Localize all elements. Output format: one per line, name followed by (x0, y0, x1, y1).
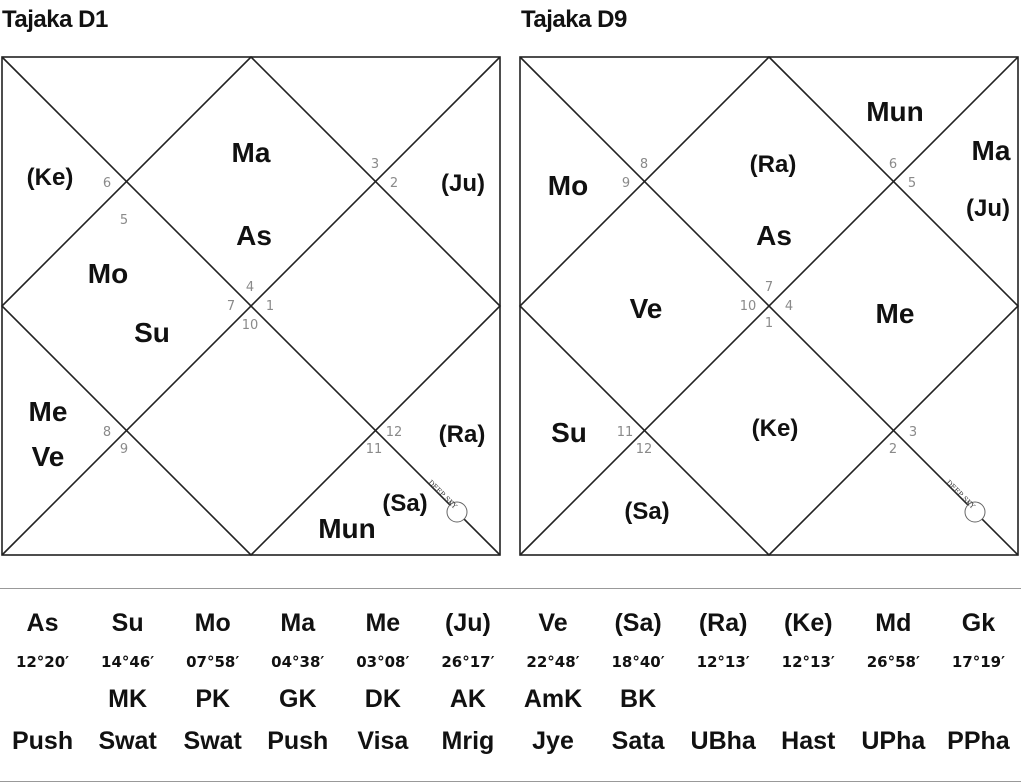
chart-d1-lines (2, 57, 500, 555)
sign-number: 9 (119, 442, 129, 457)
planet-karaka: DK (364, 684, 401, 713)
planet-karaka: PK (195, 684, 231, 713)
planet-label: (Ke) (751, 415, 799, 442)
planet-label: Mun (318, 513, 376, 544)
planet-degree: 04°38′ (271, 653, 325, 671)
sign-number: 10 (241, 318, 259, 333)
watermark-text: DEEP SKY (426, 478, 459, 511)
planet-degree: 03°08′ (356, 653, 410, 671)
planet-label: Su (551, 417, 587, 448)
planet-nakshatra: UPha (861, 726, 926, 755)
planet-degree: 12°20′ (15, 653, 70, 671)
sign-number: 4 (784, 299, 794, 314)
planet-label: Ma (971, 135, 1011, 166)
planet-karaka (681, 678, 766, 720)
sign-number: 5 (907, 176, 917, 191)
planet-label: As (756, 220, 792, 251)
sign-number: 7 (226, 299, 236, 314)
sign-number: 5 (119, 213, 129, 228)
planet-nakshatra: Visa (357, 726, 409, 755)
planet-label: Mo (547, 170, 589, 201)
planet-summary-table (0, 600, 1021, 762)
sign-number: 8 (639, 157, 649, 172)
summary-karaka-row (0, 678, 1021, 720)
sign-number: 2 (888, 442, 898, 457)
sign-number: 8 (102, 425, 112, 440)
planet-name: Me (365, 608, 401, 637)
chart-d1 (0, 56, 504, 558)
sign-number: 9 (621, 176, 631, 191)
sign-number: 2 (389, 176, 399, 191)
summary-planet-row (0, 600, 1021, 646)
planet-nakshatra: Mrig (441, 726, 495, 755)
planet-label: Ma (231, 137, 271, 168)
watermark-logo (944, 479, 985, 522)
planet-degree: 07°58′ (186, 653, 240, 671)
planet-karaka: MK (108, 684, 148, 713)
planet-name: (Ke) (783, 608, 833, 637)
planet-label: As (236, 220, 272, 251)
summary-top-divider (0, 588, 1021, 589)
planet-karaka: GK (279, 684, 317, 713)
planet-name: (Sa) (614, 608, 662, 637)
planet-name: (Ra) (698, 608, 748, 637)
planet-karaka (936, 678, 1021, 720)
planet-degree: 22°48′ (526, 653, 580, 671)
chart-d9-lines (520, 57, 1018, 555)
planet-name: Md (875, 608, 912, 637)
planet-label: Me (28, 396, 68, 427)
planet-nakshatra: Swat (98, 726, 157, 755)
chart-title-d9: Tajaka D9 (521, 6, 627, 33)
planet-label: (Ra) (438, 421, 486, 448)
watermark-text: DEEP SKY (944, 478, 977, 511)
planet-label: Mo (87, 258, 129, 289)
planet-degree: 26°17′ (441, 653, 495, 671)
planet-label: (Ra) (749, 151, 797, 178)
planet-label: (Sa) (624, 498, 670, 525)
planet-degree: 26°58′ (866, 653, 920, 671)
planet-label: (Sa) (382, 490, 428, 517)
planet-name: Gk (961, 608, 996, 637)
sign-number: 4 (245, 280, 255, 295)
summary-nakshatra-row (0, 720, 1021, 762)
planet-nakshatra: Push (11, 726, 74, 755)
summary-degree-row (0, 646, 1021, 678)
planet-degree: 12°13′ (696, 653, 750, 671)
planet-name: As (26, 608, 59, 637)
chart-d9-planets (548, 96, 1011, 525)
planet-label: Mun (866, 96, 924, 127)
sign-number: 1 (764, 316, 774, 331)
planet-nakshatra: Sata (611, 726, 665, 755)
planet-karaka: AmK (523, 684, 583, 713)
sign-number: 3 (908, 425, 918, 440)
sign-number: 11 (616, 425, 634, 440)
chart-d9 (518, 56, 1021, 558)
sign-number: 12 (635, 442, 653, 457)
planet-degree: 12°13′ (781, 653, 835, 671)
planet-name: Ve (538, 608, 568, 637)
sign-number: 12 (385, 425, 403, 440)
planet-degree: 17°19′ (951, 653, 1006, 671)
planet-degree: 14°46′ (101, 653, 155, 671)
planet-nakshatra: Hast (781, 726, 836, 755)
sign-number: 6 (888, 157, 898, 172)
planet-nakshatra: Jye (532, 726, 574, 755)
planet-label: Su (134, 317, 170, 348)
planet-nakshatra: UBha (690, 726, 756, 755)
planet-nakshatra: PPha (947, 726, 1010, 755)
planet-name: Mo (194, 608, 231, 637)
planet-name: (Ju) (445, 608, 491, 637)
planet-karaka: AK (449, 684, 486, 713)
planet-label: Ve (31, 441, 65, 472)
planet-label: Me (875, 298, 915, 329)
planet-name: Su (111, 608, 144, 637)
planet-karaka (0, 678, 85, 720)
planet-nakshatra: Push (267, 726, 329, 755)
planet-nakshatra: Swat (183, 726, 242, 755)
planet-karaka (766, 678, 851, 720)
sign-number: 6 (102, 176, 112, 191)
planet-karaka (851, 678, 936, 720)
sign-number: 10 (739, 299, 757, 314)
chart-d1-planets (27, 137, 486, 544)
planet-degree: 18°40′ (611, 653, 665, 671)
watermark-logo (426, 479, 467, 522)
planet-label: (Ju) (441, 170, 485, 197)
planet-label: (Ju) (966, 195, 1010, 222)
chart-title-d1: Tajaka D1 (2, 6, 108, 33)
sign-number: 1 (265, 299, 275, 314)
planet-label: Ve (629, 293, 663, 324)
sign-number: 7 (764, 280, 774, 295)
planet-karaka: BK (620, 684, 657, 713)
planet-name: Ma (280, 608, 316, 637)
sign-number: 3 (370, 157, 380, 172)
sign-number: 11 (365, 442, 383, 457)
planet-label: (Ke) (26, 164, 74, 191)
